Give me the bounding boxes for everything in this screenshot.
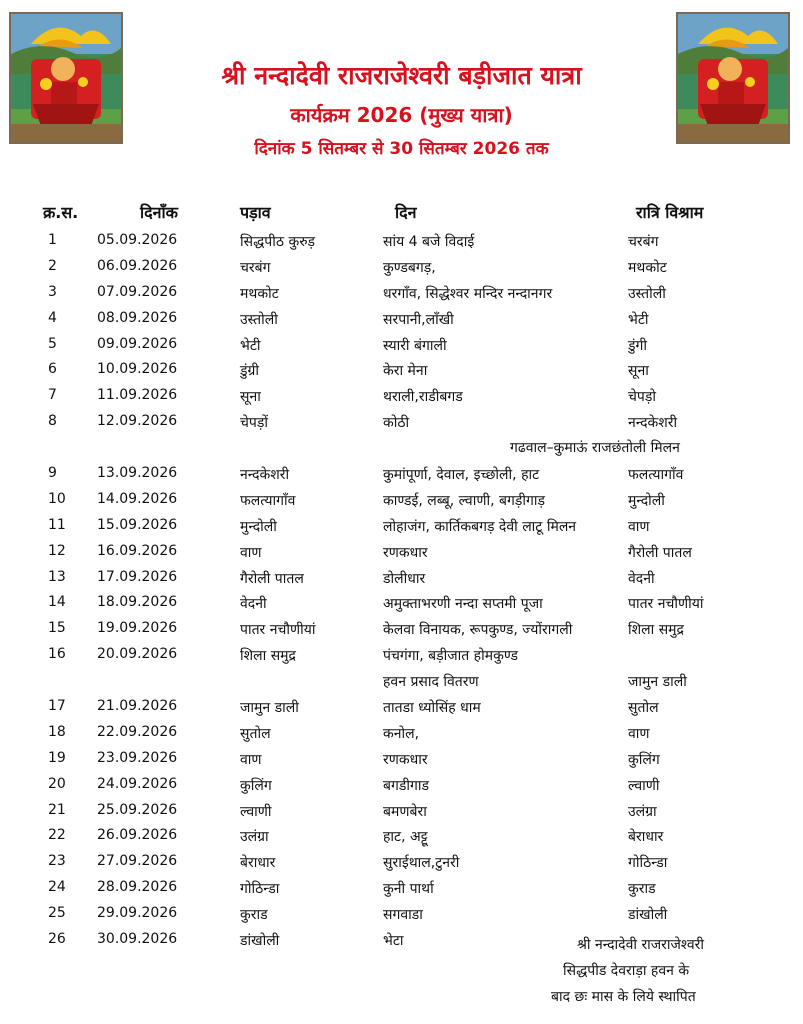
night-stay-cell: गैरोली पातल — [628, 544, 692, 561]
serial-cell: 24 — [48, 879, 66, 896]
halt-cell: डुंग्री — [240, 363, 260, 380]
halt-cell: गैरोली पातल — [240, 570, 304, 587]
serial-cell: 12 — [48, 542, 66, 559]
date-cell: 27.09.2026 — [97, 853, 178, 870]
serial-cell: 13 — [48, 568, 66, 585]
night-stay-cell: बेराधार — [628, 829, 664, 846]
table-row — [0, 565, 803, 591]
serial-cell: 22 — [48, 827, 66, 844]
date-cell: 10.09.2026 — [97, 361, 178, 378]
table-row — [0, 875, 803, 901]
serial-cell: 20 — [48, 775, 66, 792]
table-row — [0, 694, 803, 720]
date-cell: 20.09.2026 — [97, 646, 178, 663]
night-stay-cell: डुंगी — [628, 337, 647, 354]
serial-cell: 2 — [48, 257, 57, 274]
date-cell: 21.09.2026 — [97, 698, 178, 715]
date-cell: 19.09.2026 — [97, 620, 178, 637]
date-cell: 09.09.2026 — [97, 335, 178, 352]
night-stay-cell: कुलिंग — [628, 751, 660, 768]
night-stay-cell: शिला समुद्र — [628, 622, 684, 639]
serial-cell: 26 — [48, 931, 66, 948]
date-cell: 05.09.2026 — [97, 232, 178, 248]
night-stay-cell: कुराड — [628, 881, 656, 898]
day-cell: सगवाडा — [383, 907, 423, 924]
column-header-night-stay: रात्रि विश्राम — [636, 203, 704, 222]
table-row — [0, 409, 803, 435]
day-cell: लोहाजंग, कार्तिकबगड़ देवी लाटू मिलन — [383, 518, 577, 535]
night-stay-cell: ल्वाणी — [628, 777, 660, 794]
final-note-line-1: श्री नन्दादेवी राजराजेश्वरी — [577, 937, 705, 953]
day-cell: कोठी — [383, 415, 410, 432]
night-stay-cell: मुन्दोली — [628, 492, 665, 509]
date-cell: 12.09.2026 — [97, 413, 178, 430]
night-stay-cell: फलत्यागाँव — [628, 467, 684, 484]
halt-cell: गोठिन्डा — [240, 881, 280, 898]
night-stay-cell: डांखोली — [628, 907, 668, 924]
date-cell: 15.09.2026 — [97, 516, 178, 533]
night-stay-cell: पातर नचौणीयां — [628, 596, 704, 613]
table-row — [0, 306, 803, 332]
page-subtitle: कार्यक्रम 2026 (मुख्य यात्रा) — [290, 103, 513, 127]
halt-cell: सूना — [240, 389, 261, 406]
night-stay-cell: भेटी — [628, 311, 649, 328]
table-row — [0, 357, 803, 383]
serial-cell: 17 — [48, 698, 66, 715]
date-cell: 18.09.2026 — [97, 594, 178, 611]
day-cell: बगडीगाड — [383, 777, 429, 794]
halt-cell: ल्वाणी — [240, 803, 272, 820]
halt-cell: सुतोल — [240, 725, 271, 742]
day-cell: केलवा विनायक, रूपकुण्ड, ज्योंरागली — [383, 622, 573, 639]
day-cell: रणकधार — [383, 544, 428, 561]
table-row — [0, 332, 803, 358]
halt-cell: सिद्धपीठ कुरुड़ — [240, 234, 316, 250]
halt-cell: वाण — [240, 751, 262, 768]
day-cell: भेटा — [383, 933, 404, 950]
table-row — [0, 487, 803, 513]
table-row — [0, 228, 803, 254]
day-cell: तातडा ध्योसिंह धाम — [383, 700, 481, 717]
date-cell: 07.09.2026 — [97, 283, 178, 300]
halt-cell: चेपड़ों — [240, 415, 268, 432]
serial-cell: 19 — [48, 749, 66, 766]
day-cell: हाट, अट्टू — [383, 829, 428, 846]
halt-cell: वेदनी — [240, 596, 267, 613]
day-cell: केरा मेना — [383, 363, 428, 380]
date-cell: 13.09.2026 — [97, 465, 178, 482]
serial-cell: 18 — [48, 723, 66, 740]
table-row — [0, 590, 803, 616]
halt-cell: फलत्यागाँव — [240, 492, 296, 509]
serial-cell: 5 — [48, 335, 57, 352]
serial-cell: 4 — [48, 309, 57, 326]
schedule-table — [0, 228, 803, 953]
table-row — [0, 901, 803, 927]
halt-cell: वाण — [240, 544, 262, 561]
day-cell: कनोल, — [383, 725, 420, 742]
table-row — [0, 280, 803, 306]
night-stay-cell: जामुन डाली — [628, 674, 687, 691]
halt-cell: उलंग्रा — [240, 829, 269, 846]
date-cell: 06.09.2026 — [97, 257, 178, 274]
milan-note: गढवाल–कुमाऊं राजछंतोली मिलन — [510, 440, 680, 456]
night-stay-cell: उलंग्रा — [628, 803, 657, 820]
day-cell: स्यारी बंगाली — [383, 337, 447, 354]
night-stay-cell: गोठिन्डा — [628, 855, 668, 872]
serial-cell: 7 — [48, 387, 57, 404]
serial-cell: 11 — [48, 516, 66, 533]
serial-cell: 3 — [48, 283, 57, 300]
date-cell: 23.09.2026 — [97, 749, 178, 766]
column-header-date: दिनाँक — [140, 203, 178, 222]
table-row — [0, 720, 803, 746]
halt-cell: मुन्दोली — [240, 518, 277, 535]
halt-cell: बेराधार — [240, 855, 276, 872]
day-cell: पंचगंगा, बड़ीजात होमकुण्ड — [383, 648, 519, 665]
date-cell: 28.09.2026 — [97, 879, 178, 896]
halt-cell: मथकोट — [240, 285, 279, 302]
date-cell: 30.09.2026 — [97, 931, 178, 948]
serial-cell: 10 — [48, 490, 66, 507]
date-cell: 29.09.2026 — [97, 905, 178, 922]
date-range: दिनांक 5 सितम्बर से 30 सितम्बर 2026 तक — [254, 139, 549, 159]
table-row — [0, 772, 803, 798]
day-cell: थराली,राडीबगड — [383, 389, 463, 406]
table-row — [0, 642, 803, 668]
day-cell: कुनी पार्था — [383, 881, 434, 898]
halt-cell: जामुन डाली — [240, 700, 299, 717]
table-row — [0, 513, 803, 539]
date-cell: 22.09.2026 — [97, 723, 178, 740]
table-row — [0, 435, 803, 461]
night-stay-cell: सुतोल — [628, 700, 659, 717]
column-header-day: दिन — [395, 203, 417, 222]
table-row — [0, 746, 803, 772]
day-cell: डोलीधार — [383, 570, 426, 587]
date-cell: 11.09.2026 — [97, 387, 178, 404]
date-cell: 16.09.2026 — [97, 542, 178, 559]
halt-cell: उस्तोली — [240, 311, 278, 328]
page-title: श्री नन्दादेवी राजराजेश्वरी बड़ीजात यात्रा — [221, 61, 582, 90]
day-cell: कुमांपूर्णा, देवाल, इच्छोली, हाट — [383, 467, 540, 484]
final-note-line-2: सिद्धपीड देवराड़ा हवन के — [563, 963, 690, 979]
table-row — [0, 254, 803, 280]
column-header-serial: क्र.स. — [43, 203, 79, 222]
serial-cell: 6 — [48, 361, 57, 378]
serial-cell: 14 — [48, 594, 66, 611]
halt-cell: नन्दकेशरी — [240, 467, 290, 484]
night-stay-cell: वेदनी — [628, 570, 655, 587]
night-stay-cell: वाण — [628, 725, 650, 742]
column-header-halt: पड़ाव — [240, 203, 271, 222]
day-cell: बमणबेरा — [383, 803, 427, 820]
serial-cell: 23 — [48, 853, 66, 870]
night-stay-cell: मथकोट — [628, 259, 667, 276]
night-stay-cell: चेपड़ो — [628, 389, 656, 406]
final-note-line-3: बाद छः मास के लिये स्थापित — [551, 989, 696, 1005]
halt-cell: शिला समुद्र — [240, 648, 296, 665]
serial-cell: 15 — [48, 620, 66, 637]
date-cell: 08.09.2026 — [97, 309, 178, 326]
day-cell: रणकधार — [383, 751, 428, 768]
serial-cell: 25 — [48, 905, 66, 922]
table-row — [0, 823, 803, 849]
date-cell: 14.09.2026 — [97, 490, 178, 507]
date-cell: 17.09.2026 — [97, 568, 178, 585]
day-cell: धरगाँव, सिद्धेश्वर मन्दिर नन्दानगर — [383, 285, 553, 302]
serial-cell: 21 — [48, 801, 66, 818]
night-stay-cell: उस्तोली — [628, 285, 666, 302]
table-row — [0, 539, 803, 565]
day-cell: सरपानी,लाँखी — [383, 311, 454, 328]
table-row — [0, 383, 803, 409]
halt-cell: डांखोली — [240, 933, 280, 950]
table-row — [0, 798, 803, 824]
table-row — [0, 616, 803, 642]
day-cell: सुराईथाल,टुनरी — [383, 855, 460, 872]
halt-cell: चरबंग — [240, 259, 271, 276]
day-cell: हवन प्रसाद वितरण — [383, 674, 479, 691]
day-cell: सांय 4 बजे विदाई — [383, 234, 475, 250]
night-stay-cell: चरबंग — [628, 234, 659, 250]
halt-cell: कुलिंग — [240, 777, 272, 794]
serial-cell: 1 — [48, 232, 57, 248]
night-stay-cell: सूना — [628, 363, 649, 380]
day-cell: काण्डई, लब्बू, ल्वाणी, बगड़ीगाड़ — [383, 492, 545, 509]
halt-cell: पातर नचौणीयां — [240, 622, 316, 639]
table-row — [0, 849, 803, 875]
date-cell: 26.09.2026 — [97, 827, 178, 844]
date-cell: 24.09.2026 — [97, 775, 178, 792]
day-cell: कुण्डबगड़, — [383, 259, 436, 276]
serial-cell: 8 — [48, 413, 57, 430]
halt-cell: कुराड — [240, 907, 268, 924]
day-cell: अमुक्ताभरणी नन्दा सप्तमी पूजा — [383, 596, 543, 613]
date-cell: 25.09.2026 — [97, 801, 178, 818]
table-row — [0, 461, 803, 487]
night-stay-cell: वाण — [628, 518, 650, 535]
serial-cell: 16 — [48, 646, 66, 663]
table-row — [0, 668, 803, 694]
serial-cell: 9 — [48, 465, 57, 482]
halt-cell: भेटी — [240, 337, 261, 354]
night-stay-cell: नन्दकेशरी — [628, 415, 678, 432]
